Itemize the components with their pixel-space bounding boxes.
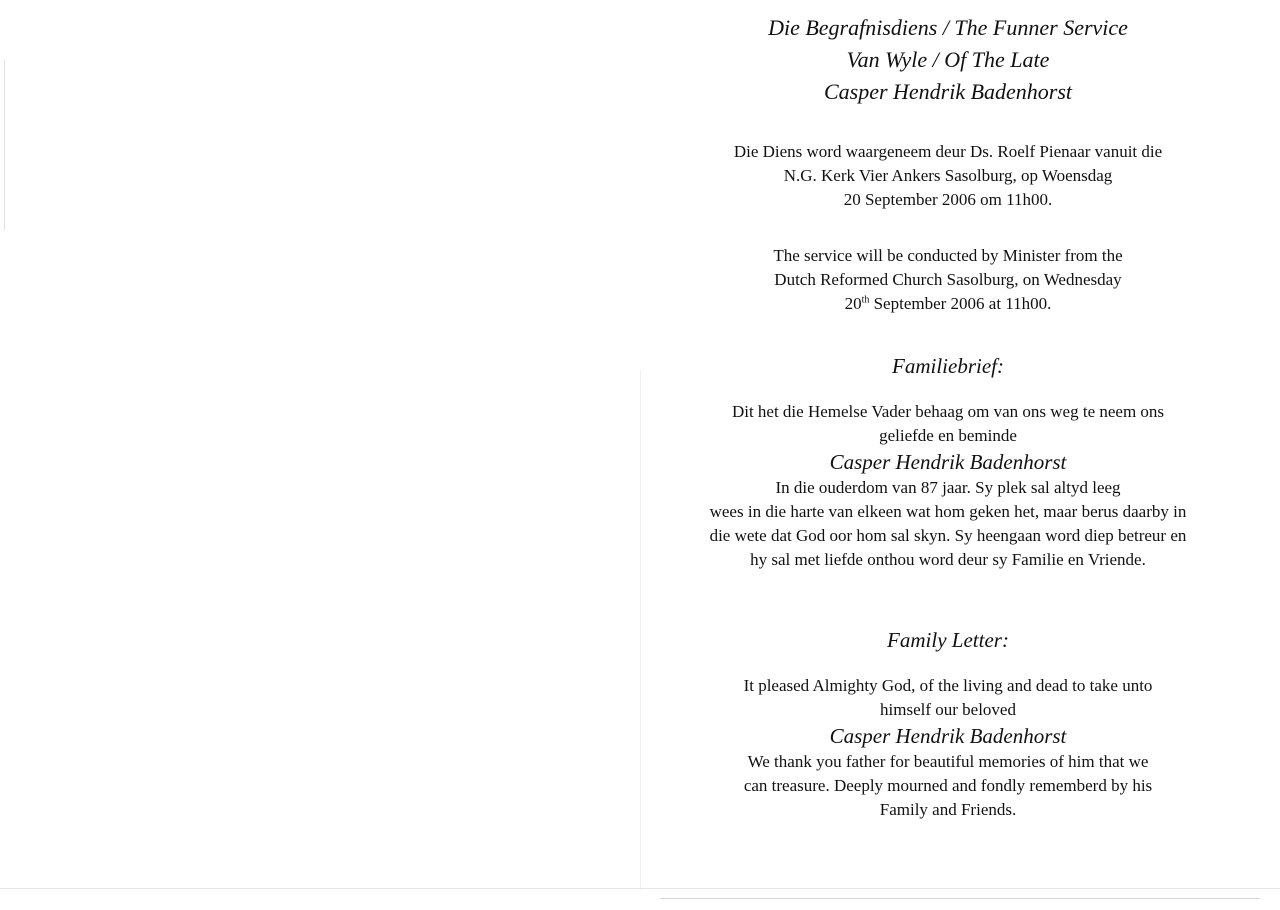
bottom-page-edge xyxy=(0,888,1280,889)
family-letter-intro-2: himself our beloved xyxy=(880,700,1016,719)
english-service-day: 20 xyxy=(844,294,862,313)
family-letter-body-2: can treasure. Deeply mourned and fondly rememberd by his xyxy=(743,776,1153,795)
english-service-line-1: The service will be conducted by Minister from the xyxy=(773,246,1123,265)
title-line-1: Die Begrafnisdiens / The Funner Service xyxy=(768,15,1128,40)
familiebrief-heading: Familiebrief: xyxy=(892,354,1004,378)
english-service-details xyxy=(648,244,1248,316)
title-line-2: Van Wyle / Of The Late xyxy=(846,47,1050,72)
familiebrief-body-2: wees in die harte van elkeen wat hom geken het, maar berus daarby in xyxy=(709,502,1187,521)
family-letter-text xyxy=(648,674,1248,822)
family-letter-heading: Family Letter: xyxy=(887,628,1009,652)
family-letter-section xyxy=(648,626,1248,654)
afrikaans-service-line-2: N.G. Kerk Vier Ankers Sasolburg, op Woensdag xyxy=(783,166,1113,185)
title-line-3: Casper Hendrik Badenhorst xyxy=(823,79,1073,104)
familiebrief-body-3: die wete dat God oor hom sal skyn. Sy heengaan word diep betreur en xyxy=(709,526,1187,545)
bottom-page-edge-secondary xyxy=(660,898,1260,899)
center-fold xyxy=(640,370,641,890)
english-service-day-suffix: th xyxy=(861,294,870,306)
family-letter-name: Casper Hendrik Badenhorst xyxy=(829,724,1067,748)
familiebrief-intro-2: geliefde en beminde xyxy=(879,426,1017,445)
english-service-line-3 xyxy=(648,292,1248,316)
afrikaans-service-details xyxy=(648,140,1248,212)
service-title xyxy=(648,12,1248,108)
left-page-edge xyxy=(4,60,5,230)
familiebrief-section xyxy=(648,352,1248,380)
family-letter-body-1: We thank you father for beautiful memories of him that we xyxy=(747,752,1149,771)
afrikaans-service-line-3: 20 September 2006 om 11h00. xyxy=(843,190,1053,209)
familiebrief-text xyxy=(648,400,1248,572)
family-letter-intro-1: It pleased Almighty God, of the living and dead to take unto xyxy=(743,676,1153,695)
familiebrief-body-1: In die ouderdom van 87 jaar. Sy plek sal altyd leeg xyxy=(775,478,1121,497)
english-service-line-2: Dutch Reformed Church Sasolburg, on Wednesday xyxy=(774,270,1122,289)
familiebrief-intro-1: Dit het die Hemelse Vader behaag om van ons weg te neem ons xyxy=(731,402,1165,421)
familiebrief-body-4: hy sal met liefde onthou word deur sy Familie en Vriende. xyxy=(750,550,1146,569)
english-service-rest: September 2006 at 11h00. xyxy=(869,294,1052,313)
afrikaans-service-line-1: Die Diens word waargeneem deur Ds. Roelf Pienaar vanuit die xyxy=(733,142,1163,161)
family-letter-body-3: Family and Friends. xyxy=(879,800,1017,819)
familiebrief-name: Casper Hendrik Badenhorst xyxy=(829,450,1067,474)
